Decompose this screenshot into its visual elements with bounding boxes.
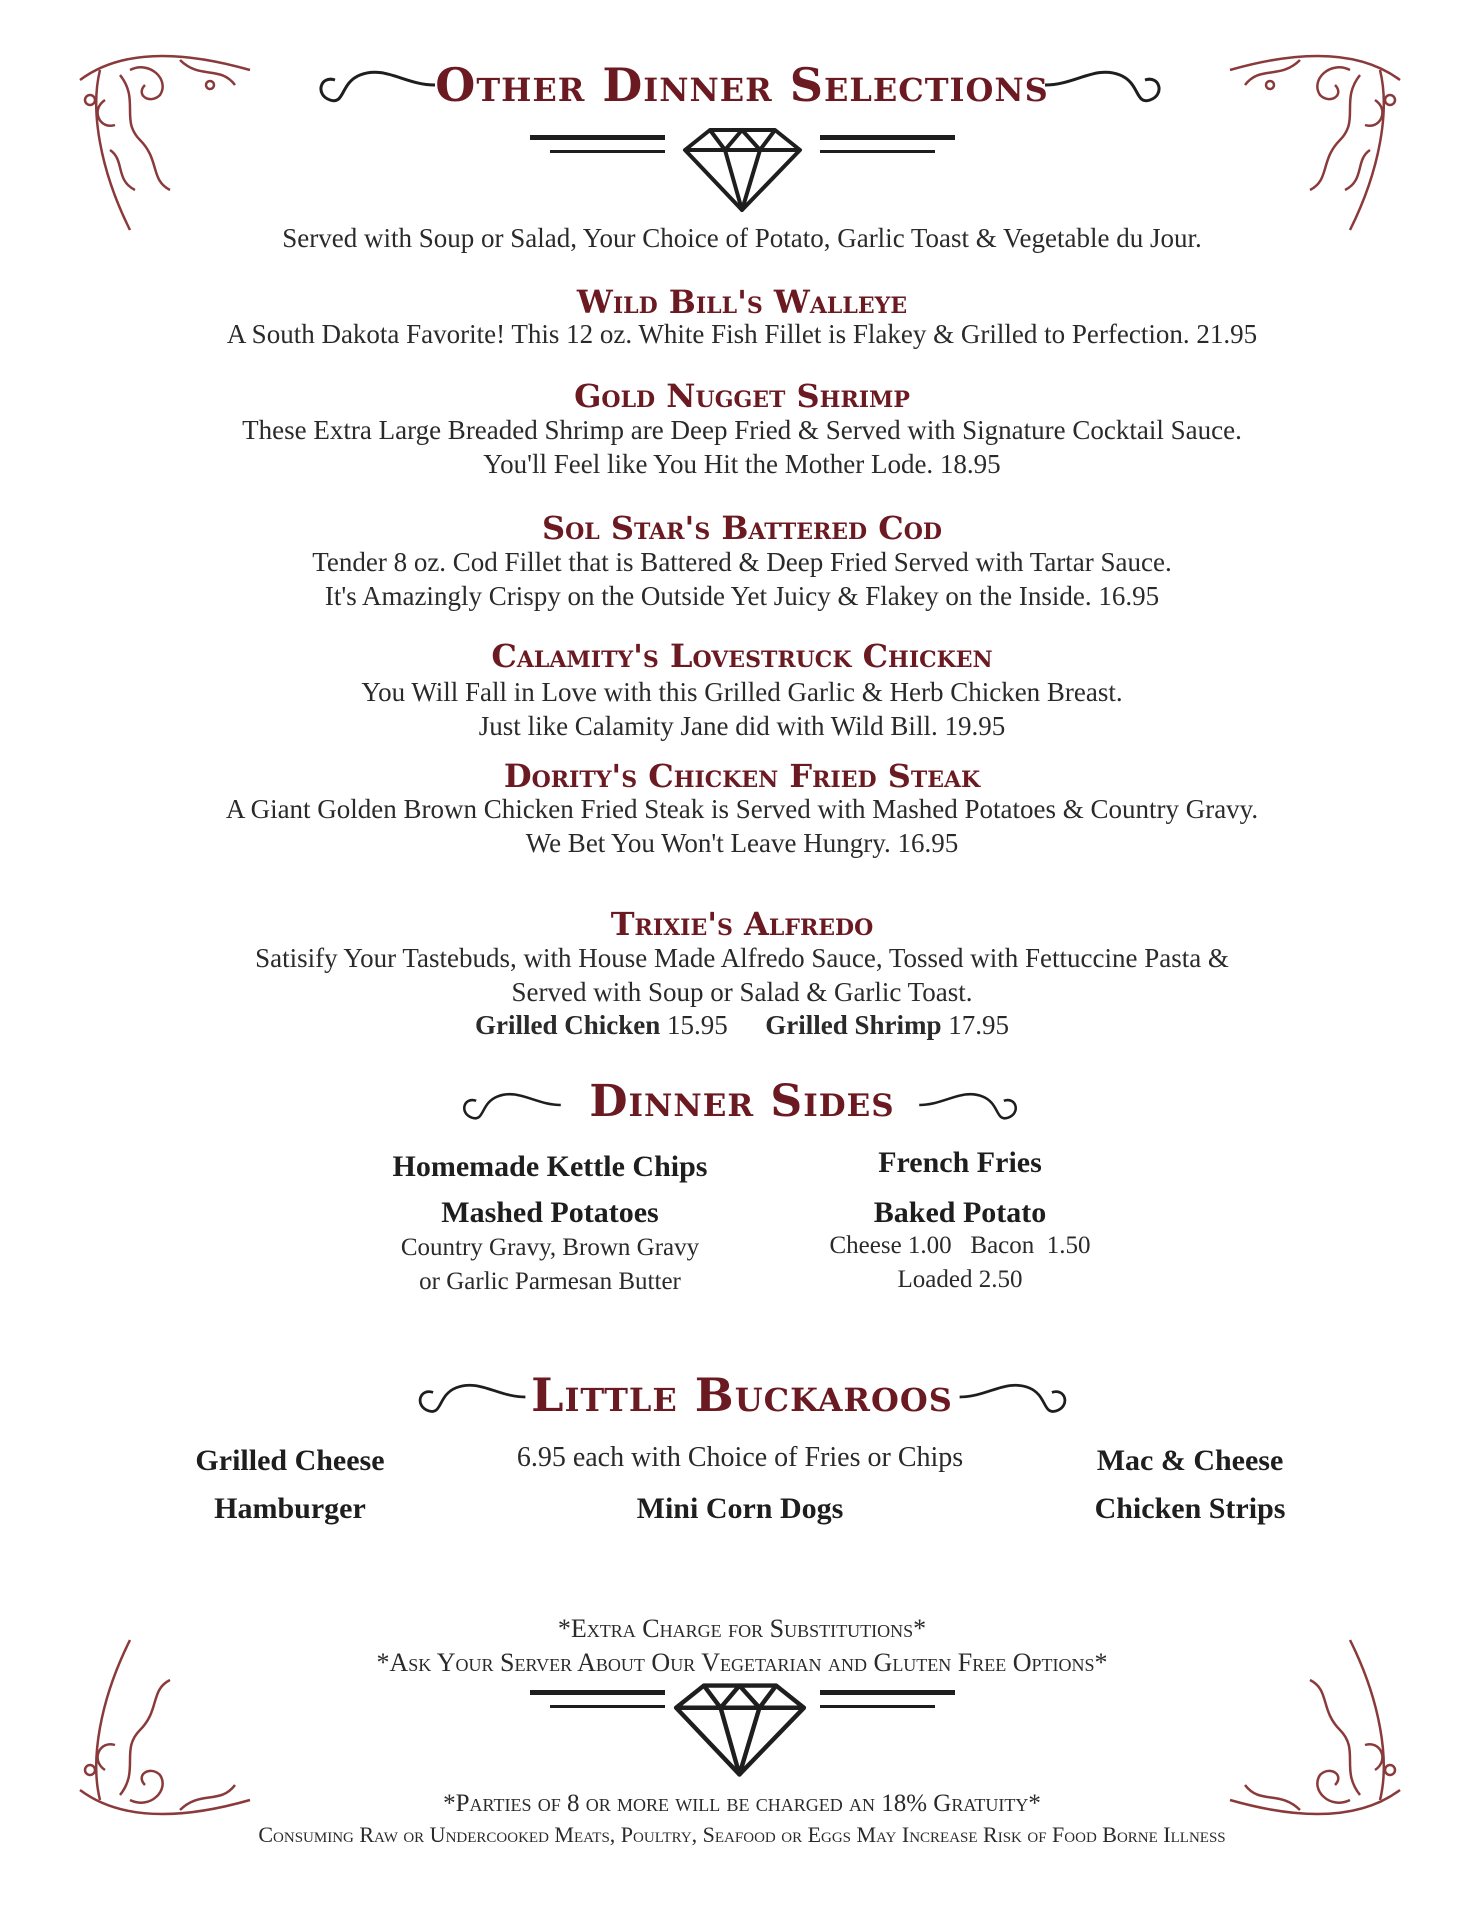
divider-line	[820, 150, 935, 153]
served-with-note: Served with Soup or Salad, Your Choice of Potato, Garlic Toast & Vegetable du Jour.	[282, 223, 1202, 253]
side-kettle-chips: Homemade Kettle Chips	[392, 1150, 708, 1183]
dish-desc-shrimp-2: You'll Feel like You Hit the Mother Lode. 18.95	[483, 449, 1001, 479]
alfredo-chicken-label: Grilled Chicken	[474, 1010, 661, 1040]
dish-desc-steak-2: We Bet You Won't Leave Hungry. 16.95	[525, 828, 959, 858]
kids-item-mac-cheese: Mac & Cheese	[1096, 1444, 1284, 1477]
side-baked-options-1: Cheese 1.00 Bacon 1.50	[829, 1232, 1091, 1259]
kids-title: Little Buckaroos	[531, 1368, 953, 1422]
footer-health-warning: Consuming Raw or Undercooked Meats, Poultry, Seafood or Eggs May Increase Risk of Food Borne Illness	[258, 1822, 1226, 1847]
diamond-icon	[665, 1680, 815, 1780]
dish-name-steak: Dority's Chicken Fried Steak	[503, 757, 981, 795]
footer-dietary-note: *Ask Your Server About Our Vegetarian and Gluten Free Options*	[376, 1648, 1108, 1677]
swirl-right-icon	[915, 1080, 1025, 1130]
dish-desc-cod-1: Tender 8 oz. Cod Fillet that is Battered & Deep Fried Served with Tartar Sauce.	[312, 547, 1172, 577]
kids-item-hamburger: Hamburger	[214, 1492, 366, 1525]
dish-name-chicken: Calamity's Lovestruck Chicken	[491, 637, 993, 675]
diamond-icon	[675, 125, 810, 215]
dish-name-shrimp: Gold Nugget Shrimp	[574, 377, 910, 415]
dish-desc-steak-1: A Giant Golden Brown Chicken Fried Steak is Served with Mashed Potatoes & Country Gravy.	[225, 794, 1259, 824]
dish-name-alfredo: Trixie's Alfredo	[610, 905, 874, 943]
side-mashed-options-1: Country Gravy, Brown Gravy	[400, 1234, 700, 1261]
side-french-fries: French Fries	[878, 1146, 1042, 1179]
footer-substitutions-note: *Extra Charge for Substitutions*	[557, 1614, 927, 1643]
swirl-right-icon	[1040, 60, 1170, 110]
kids-price-note: 6.95 each with Choice of Fries or Chips	[516, 1442, 964, 1473]
alfredo-options	[0, 1010, 1484, 1041]
kids-item-corn-dogs: Mini Corn Dogs	[636, 1492, 844, 1525]
dish-desc-alfredo-2: Served with Soup or Salad & Garlic Toast.	[511, 977, 973, 1007]
alfredo-shrimp-price: 17.95	[948, 1010, 1010, 1040]
sides-title: Dinner Sides	[589, 1076, 895, 1127]
dish-desc-chicken-1: You Will Fall in Love with this Grilled Garlic & Herb Chicken Breast.	[361, 677, 1123, 707]
dish-desc-shrimp-1: These Extra Large Breaded Shrimp are Deep Fried & Served with Signature Cocktail Sauce.	[242, 415, 1242, 445]
dish-desc-cod-2: It's Amazingly Crispy on the Outside Yet Juicy & Flakey on the Inside. 16.95	[324, 581, 1160, 611]
side-baked-potato: Baked Potato	[873, 1196, 1047, 1229]
side-baked-options-2: Loaded 2.50	[897, 1266, 1023, 1293]
dish-desc-alfredo-1: Satisify Your Tastebuds, with House Made Alfredo Sauce, Tossed with Fettuccine Pasta &	[255, 943, 1229, 973]
divider-line	[530, 135, 665, 140]
divider-line	[820, 1690, 955, 1695]
dish-name-cod: Sol Star's Battered Cod	[542, 509, 942, 547]
divider-line	[550, 1705, 665, 1708]
alfredo-shrimp-label: Grilled Shrimp	[765, 1010, 942, 1040]
divider-line	[550, 150, 665, 153]
kids-item-chicken-strips: Chicken Strips	[1094, 1492, 1286, 1525]
side-mashed-potatoes: Mashed Potatoes	[441, 1196, 659, 1229]
divider-line	[820, 135, 955, 140]
dish-desc-chicken-2: Just like Calamity Jane did with Wild Bill. 19.95	[478, 711, 1006, 741]
dish-desc-walleye: A South Dakota Favorite! This 12 oz. White Fish Fillet is Flakey & Grilled to Perfection. 21.95	[226, 319, 1258, 349]
divider-line	[530, 1690, 665, 1695]
dish-name-walleye: Wild Bill's Walleye	[576, 283, 908, 321]
alfredo-chicken-price: 15.95	[667, 1010, 728, 1040]
side-mashed-options-2: or Garlic Parmesan Butter	[419, 1268, 681, 1295]
divider-line	[820, 1705, 935, 1708]
swirl-right-icon	[955, 1372, 1075, 1422]
footer-gratuity-note: *Parties of 8 or more will be charged an 18% Gratuity*	[443, 1790, 1041, 1817]
page-title: Other Dinner Selections	[435, 58, 1049, 112]
kids-item-grilled-cheese: Grilled Cheese	[195, 1444, 385, 1477]
